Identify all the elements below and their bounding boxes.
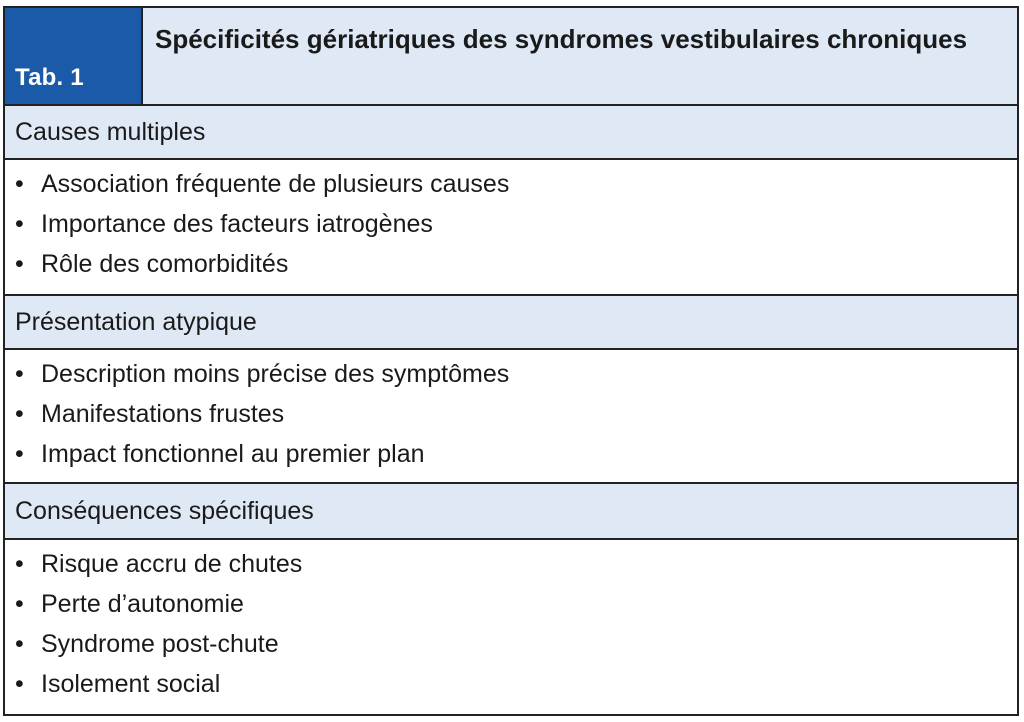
list-item: • Syndrome post-chute [15, 624, 1017, 664]
bullet-icon: • [15, 250, 24, 278]
list-item: • Association fréquente de plusieurs causes [15, 164, 1017, 204]
list-item: • Perte d’autonomie [15, 584, 1017, 624]
section-heading-presentation: Présentation atypique [5, 296, 1017, 350]
section-body-causes [5, 160, 1017, 296]
list-item: • Importance des facteurs iatrogènes [15, 204, 1017, 244]
bullet-icon: • [15, 210, 24, 238]
list-item: • Impact fonctionnel au premier plan [15, 434, 1017, 474]
list-item: • Description moins précise des symptômes [15, 354, 1017, 394]
section-heading-consequences: Conséquences spécifiques [5, 484, 1017, 540]
table-title: Spécificités gériatriques des syndromes vestibulaires chroniques [141, 8, 1017, 104]
list-item: • Manifestations frustes [15, 394, 1017, 434]
table-header [5, 8, 1017, 106]
bullet-icon: • [15, 590, 24, 618]
list-item: • Risque accru de chutes [15, 544, 1017, 584]
bullet-icon: • [15, 360, 24, 388]
section-body-consequences [5, 540, 1017, 712]
bullet-icon: • [15, 440, 24, 468]
bullet-icon: • [15, 400, 24, 428]
section-body-presentation [5, 350, 1017, 484]
table-number-label: Tab. 1 [5, 8, 141, 104]
bullet-icon: • [15, 550, 24, 578]
bullet-icon: • [15, 170, 24, 198]
bullet-icon: • [15, 670, 24, 698]
bullet-icon: • [15, 630, 24, 658]
geriatric-vestibular-table [3, 6, 1019, 716]
section-heading-causes: Causes multiples [5, 106, 1017, 160]
list-item: • Rôle des comorbidités [15, 244, 1017, 284]
list-item: • Isolement social [15, 664, 1017, 704]
